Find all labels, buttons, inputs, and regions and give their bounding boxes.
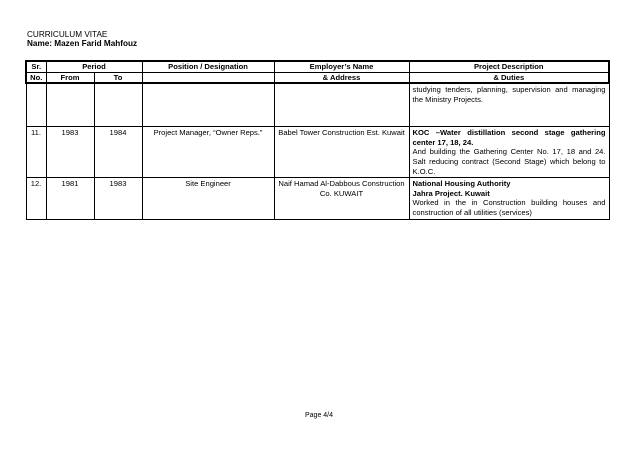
table-row (26, 127, 609, 178)
row-from: 1981 (46, 178, 94, 219)
row-employer: Naif Hamad Al-Dabbous Construction Co. KUWAIT (274, 178, 409, 219)
page-number: Page 4/4 (304, 412, 334, 419)
header-position: Position / Designation (142, 61, 274, 72)
table-row (26, 178, 609, 219)
header-address: & Address (274, 72, 409, 83)
table-row (26, 83, 609, 127)
header-from: From (46, 72, 94, 83)
header-row-top (26, 61, 609, 72)
header-project: Project Description (409, 61, 609, 72)
document-title: CURRICULUM VITAE (27, 30, 108, 39)
header-to: To (94, 72, 142, 83)
project-title: KOC –Water distillation second stage gathering center 17, 18, 24. (412, 128, 606, 147)
header-sr: Sr. (26, 61, 46, 72)
row-position: Site Engineer (142, 178, 274, 219)
continued-description: studying tenders, planning, supervision and managing the Ministry Projects. (409, 83, 609, 127)
row-sr: 12. (26, 178, 46, 219)
row-employer: Babel Tower Construction Est. Kuwait (274, 127, 409, 178)
project-duties: And building the Gathering Center No. 17, 18 and 24. Salt reducing contract (Second Stage) which belong to K.O.C. (412, 147, 606, 176)
header-no: No. (26, 72, 46, 83)
row-description (409, 178, 609, 219)
header-employer: Employer’s Name (274, 61, 409, 72)
project-title: National Housing Authority (412, 179, 511, 189)
header-row-bottom (26, 72, 609, 83)
project-duties: Worked in the in Construction building houses and construction of all utilities (services) (412, 198, 606, 217)
project-subtitle: Jahra Project. Kuwait (412, 188, 490, 198)
header-duties: & Duties (409, 72, 609, 83)
row-description (409, 127, 609, 178)
header-period: Period (46, 61, 142, 72)
row-position: Project Manager, “Owner Reps.” (142, 127, 274, 178)
row-to: 1983 (94, 178, 142, 219)
row-sr: 11. (26, 127, 46, 178)
candidate-name: Name: Mazen Farid Mahfouz (27, 39, 138, 48)
row-to: 1984 (94, 127, 142, 178)
header-position-cont (142, 72, 274, 83)
row-from: 1983 (46, 127, 94, 178)
employment-history-table (25, 60, 610, 220)
